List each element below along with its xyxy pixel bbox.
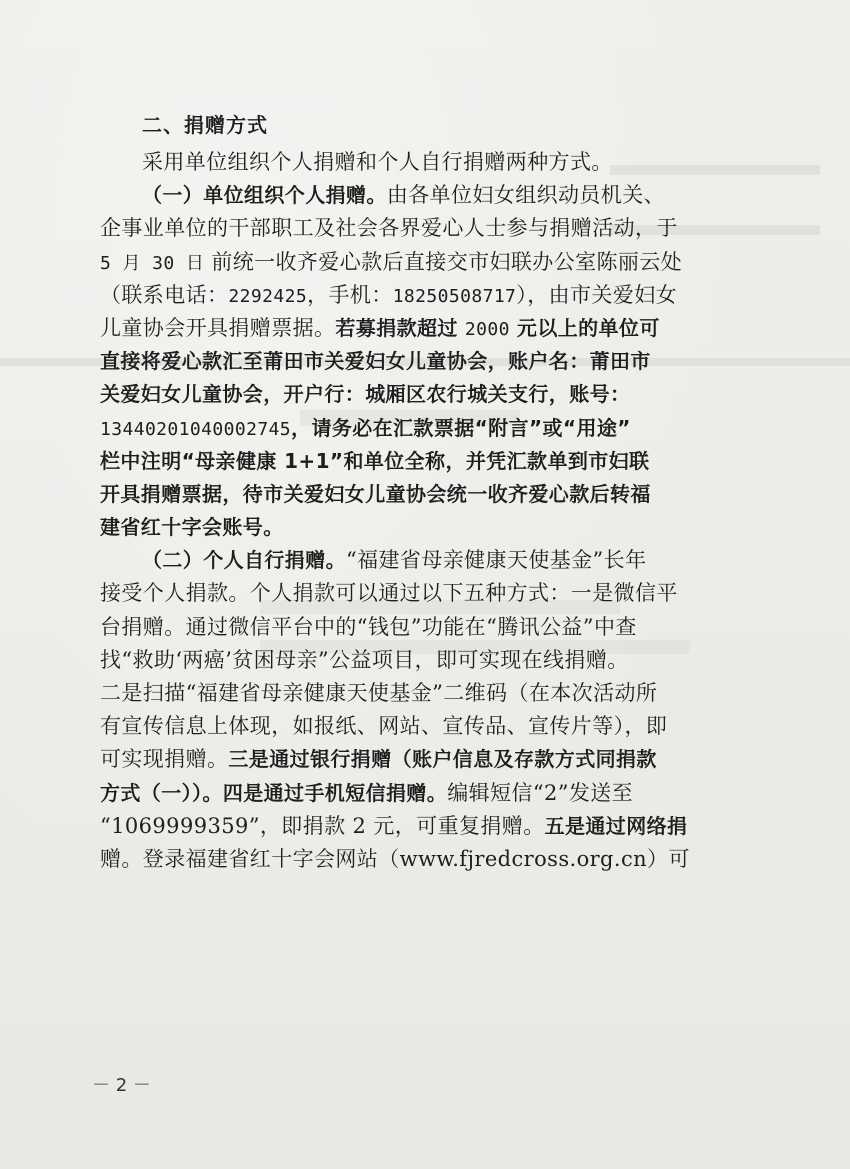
paragraph-line: [100, 378, 700, 411]
text: 企事业单位的干部职工及社会各界爱心人士参与捐赠活动，于: [100, 216, 678, 241]
text: 采用单位组织个人捐赠和个人自行捐赠两种方式。: [142, 150, 613, 174]
paragraph-line: [100, 710, 700, 743]
text: 有宣传信息上体现，如报纸、网站、宣传品、宣传片等），即: [100, 714, 668, 739]
text: 可实现捐赠。: [100, 747, 229, 772]
paragraph-line: [100, 412, 700, 445]
text: 台捐赠。通过微信平台中的“钱包”功能在“腾讯公益”中查: [100, 614, 637, 639]
paragraph-line: [100, 544, 700, 577]
paragraph-line: [100, 179, 700, 212]
paragraph-line: [100, 246, 700, 279]
emphasis-text: 若募捐款超过: [335, 315, 458, 340]
paragraph-line: [100, 312, 700, 345]
section-heading: 二、捐赠方式: [142, 113, 268, 137]
emphasis-text: 四是通过手机短信捐赠。: [222, 780, 448, 805]
emphasis-text: 三是通过银行捐赠（账户信息及存款方式同捐款: [228, 747, 657, 772]
text: 赠。登录福建省红十字会网站（www.fjredcross.org.cn）可: [100, 846, 690, 871]
emphasis-text: 方式（一））。: [100, 780, 223, 805]
paragraph-line: [100, 677, 700, 710]
paragraph-line: [100, 644, 700, 677]
account-number: 13440201040002745: [100, 418, 292, 440]
emphasis-text: 建省红十字会账号。: [100, 515, 284, 540]
subsection-title-2: （二）个人自行捐赠。: [142, 548, 346, 573]
text: 儿童协会开具捐赠票据。: [100, 315, 336, 340]
phone-number: 2292425: [228, 285, 308, 307]
text: “福建省母亲健康天使基金”长年: [346, 548, 647, 573]
emphasis-text: 开具捐赠票据，待市关爱妇女儿童协会统一收齐爱心款后转福: [100, 481, 651, 506]
paragraph-line: [100, 810, 700, 843]
subsection-title-1: （一）单位组织个人捐赠。: [142, 183, 387, 208]
text: 二是扫描“福建省母亲健康天使基金”二维码（在本次活动所: [100, 681, 658, 705]
paragraph-line: [100, 212, 700, 245]
text: “1069999359”，即捐款 2 元，可重复捐赠。: [100, 813, 545, 838]
paragraph-line: [100, 743, 700, 776]
paragraph-line: [100, 611, 700, 644]
paragraph-line: [100, 345, 700, 378]
paragraph-line: [100, 279, 700, 312]
text: 由各单位妇女组织动员机关、: [386, 183, 666, 208]
paragraph-line: [100, 577, 700, 610]
text: 接受个人捐款。个人捐款可以通过以下五种方式：一是微信平: [100, 581, 678, 606]
emphasis-text: 直接将爱心款汇至莆田市关爱妇女儿童协会，账户名：莆田市: [100, 349, 651, 374]
paragraph-intro: [100, 146, 700, 179]
paragraph-line: [100, 478, 700, 511]
text: ，: [291, 415, 312, 440]
text: 前统一收齐爱心款后直接交市妇联办公室陈丽云处: [211, 249, 683, 274]
emphasis-text: 五是通过网络捐: [544, 813, 688, 838]
text: ，手机：: [307, 282, 393, 307]
paragraph-line: [100, 511, 700, 544]
text: ），由市关爱妇女: [516, 282, 677, 307]
amount: 2000: [464, 318, 510, 340]
text: 找“救助‘两癌’贫困母亲”公益项目，即可实现在线捐赠。: [100, 647, 629, 672]
text: 编辑短信“2”发送至: [447, 780, 634, 805]
emphasis-text: 栏中注明“母亲健康 1+1”和单位全称，并凭汇款单到市妇联: [100, 448, 650, 473]
paragraph-line: [100, 843, 700, 876]
page-number: － 2 －: [92, 1075, 151, 1096]
document-body: [100, 110, 700, 876]
emphasis-text: 元以上的单位可: [516, 315, 660, 340]
emphasis-text: 请务必在汇款票据“附言”或“用途”: [311, 415, 631, 440]
paragraph-line: [100, 445, 700, 478]
mobile-number: 18250508717: [392, 285, 517, 307]
emphasis-text: 关爱妇女儿童协会，开户行：城厢区农行城关支行，账号：: [100, 382, 631, 407]
deadline-date: 5 月 30 日: [100, 252, 205, 274]
paragraph-line: [100, 777, 700, 810]
text: （联系电话：: [100, 282, 229, 307]
